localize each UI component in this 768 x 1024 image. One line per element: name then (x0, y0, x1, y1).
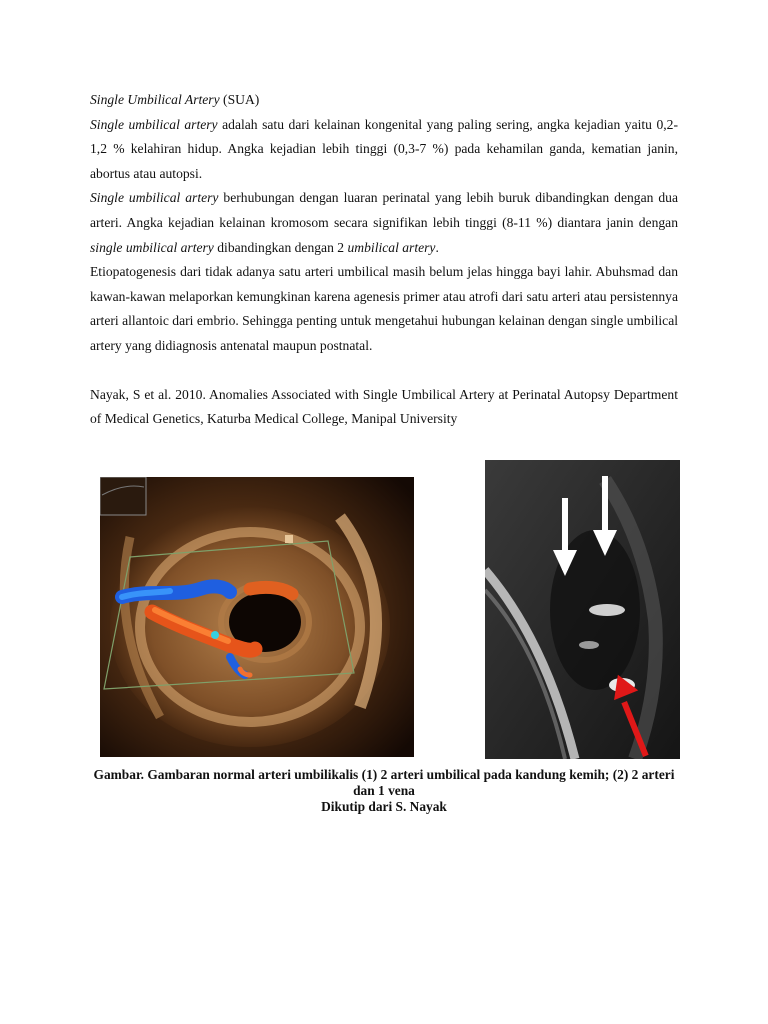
spacer (90, 359, 678, 383)
heading-italic: Single Umbilical Artery (90, 92, 220, 107)
paragraph-2 (90, 186, 678, 260)
para2-italic-1: Single umbilical artery (90, 190, 219, 206)
para2-italic-2: single umbilical artery (90, 239, 214, 255)
para2-text-1: berhubungan dengan luaran perinatal yang lebih buruk dibandingkan dengan dua arteri. Angka kejadian kelainan kromosom secara signifikan lebih tinggi (8-11 %) diantara janin dengan (90, 190, 678, 230)
grayscale-ultrasound-image (485, 460, 680, 759)
para2-text-2: dibandingkan dengan 2 (213, 239, 348, 255)
heading-rest: (SUA) (219, 92, 260, 107)
heading (90, 88, 678, 113)
para2-text-3: . (435, 239, 439, 255)
reference: Nayak, S et al. 2010. Anomalies Associated with Single Umbilical Artery at Perinatal Autopsy Department of Medical Genetics, Katurba Medical College, Manipal University (90, 386, 678, 427)
para1-italic: Single umbilical artery (90, 116, 218, 132)
para2-italic-3: umbilical artery (347, 239, 436, 255)
para1-text: adalah satu dari kelainan kongenital yang paling sering, angka kejadian yaitu 0,2-1,2 % kelahiran hidup. Angka kejadian lebih tinggi (0,3-7 %) pada kehamilan ganda, kematian janin, abortus atau autopsi. (90, 116, 678, 181)
caption-line-2: Dikutip dari S. Nayak (321, 799, 447, 814)
paragraph-3: Etiopatogenesis dari tidak adanya satu arteri umbilical masih belum jelas hingga bayi lahir. Abuhsmad dan kawan-kawan melaporkan kemungkinan karena agenesis primer atau atrofi dari satu arteri atau persistennya arteri allantoic dari embrio. Sehingga penting untuk mengetahui hubungan kelainan dengan single umbilical artery yang didiagnosis antenatal maupun postnatal. (90, 264, 678, 353)
caption-line-1: Gambar. Gambaran normal arteri umbilikalis (1) 2 arteri umbilical pada kandung kemih; (2) 2 arteri dan 1 vena (93, 767, 675, 798)
document-body (90, 88, 678, 432)
figure-caption (90, 767, 678, 815)
paragraph-1 (90, 113, 678, 187)
doppler-ultrasound-image (100, 477, 414, 757)
